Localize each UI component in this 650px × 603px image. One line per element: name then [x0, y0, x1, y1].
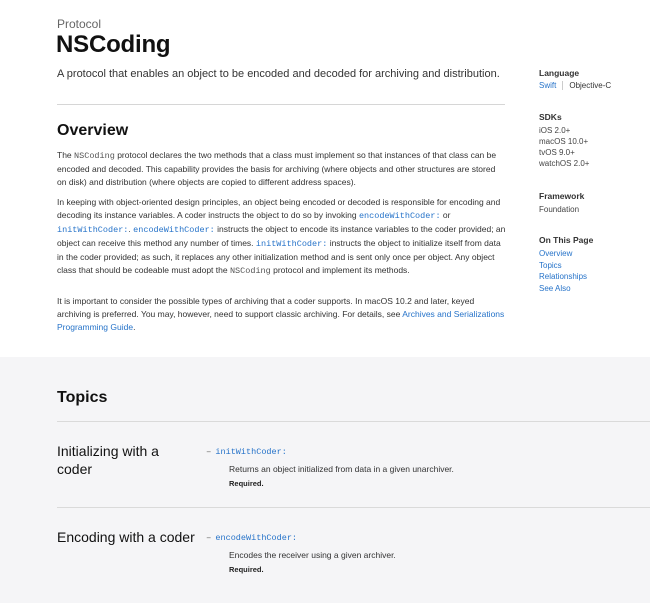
language-separator	[562, 81, 563, 90]
sdks-heading: SDKs	[539, 112, 562, 122]
required-badge: Required.	[229, 565, 264, 574]
link-encodewithcoder-2[interactable]: encodeWithCoder:	[133, 225, 215, 235]
text-span: protocol and implement its methods.	[270, 265, 410, 275]
sdk-item: tvOS 9.0+	[539, 148, 575, 157]
framework-name: Foundation	[539, 205, 580, 214]
text-span: instructs the object to encode its instance variables to the coder provided; an object can receive this method any number of times.	[57, 224, 506, 248]
code-nscoding-2: NSCoding	[229, 266, 271, 276]
link-initwithcoder-2[interactable]: initWithCoder:	[255, 239, 328, 249]
link-initwithcoder[interactable]: initWithCoder:	[57, 225, 129, 235]
text-span: The	[57, 150, 75, 160]
link-archives-guide[interactable]: Archives and Serializations Programming Guide	[57, 309, 505, 332]
required-badge: Required.	[229, 479, 264, 488]
language-switcher	[539, 81, 649, 90]
text-span: .	[128, 224, 134, 234]
text-span: It is important to consider the possible types of archiving that a coder supports. In macOS 10.2 and later, keyed archiving is preferred. You may, however, need to support classic archiving. For details, see	[57, 296, 475, 319]
language-objc-link[interactable]: Objective-C	[569, 81, 612, 90]
nav-link-relationships[interactable]: Relationships	[539, 272, 588, 281]
text-span: protocol declares the two methods that a class must implement so that instances of that class can be encoded and decoded. This capability provides the basis for archiving (where objects and other structures are stored on disk) and distribution (where objects are copied to different address spaces).	[57, 150, 497, 187]
dash-marker: –	[206, 533, 212, 543]
nav-link-topics[interactable]: Topics	[539, 260, 562, 270]
topic-group-divider	[57, 507, 650, 508]
code-nscoding: NSCoding	[74, 151, 115, 161]
text-span: or	[440, 210, 451, 220]
overview-paragraph-2	[57, 196, 507, 278]
topic-link-encodewithcoder[interactable]: encodeWithCoder:	[215, 533, 298, 543]
page-title: NSCoding	[56, 31, 171, 58]
sidebar-language	[539, 68, 649, 90]
overview-heading: Overview	[57, 122, 129, 139]
abstract: A protocol that enables an object to be encoded and decoded for archiving and distribution.	[57, 68, 500, 80]
link-encodewithcoder[interactable]: encodeWithCoder:	[358, 211, 441, 221]
language-heading: Language	[539, 68, 580, 78]
topic-item	[206, 532, 297, 543]
symbol-kind-label: Protocol	[57, 17, 102, 31]
sidebar-on-this-page	[539, 235, 649, 294]
topic-item	[206, 446, 287, 457]
text-span: instructs the object to initialize itself from data in the coder provided; as such, it replaces any other initialization method and is sent only once per object. Any object class that should be codeable must adopt the	[57, 238, 501, 275]
topic-group-title: Encoding with a coder	[57, 529, 195, 545]
topic-item-description: Encodes the receiver using a given archiver.	[229, 550, 396, 560]
header-divider	[57, 104, 505, 105]
framework-heading: Framework	[539, 191, 585, 201]
overview-paragraph-3	[57, 295, 507, 334]
on-this-page-heading: On This Page	[539, 235, 594, 245]
sdk-item: macOS 10.0+	[539, 137, 589, 146]
topic-item-description: Returns an object initialized from data in a given unarchiver.	[229, 464, 454, 474]
sdk-item: iOS 2.0+	[539, 126, 571, 135]
text-span: .	[133, 322, 136, 332]
nav-link-overview[interactable]: Overview	[539, 249, 573, 258]
topic-group-title: Initializing with a coder	[57, 443, 159, 477]
topic-link-initwithcoder[interactable]: initWithCoder:	[215, 447, 287, 457]
sdk-item: watchOS 2.0+	[539, 159, 590, 168]
sidebar-framework	[539, 191, 649, 215]
dash-marker: –	[206, 447, 212, 457]
language-swift-link[interactable]: Swift	[539, 81, 557, 90]
overview-paragraph-1	[57, 149, 507, 189]
nav-link-see-also[interactable]: See Also	[539, 283, 571, 293]
text-span: In keeping with object-oriented design principles, an object being encoded or decoded is responsible for encoding and decoding its instance variables. A coder instructs the object to do so by invoking	[57, 197, 501, 220]
sidebar-sdks	[539, 112, 649, 169]
topics-heading: Topics	[57, 389, 108, 406]
topic-group-divider	[57, 421, 650, 422]
